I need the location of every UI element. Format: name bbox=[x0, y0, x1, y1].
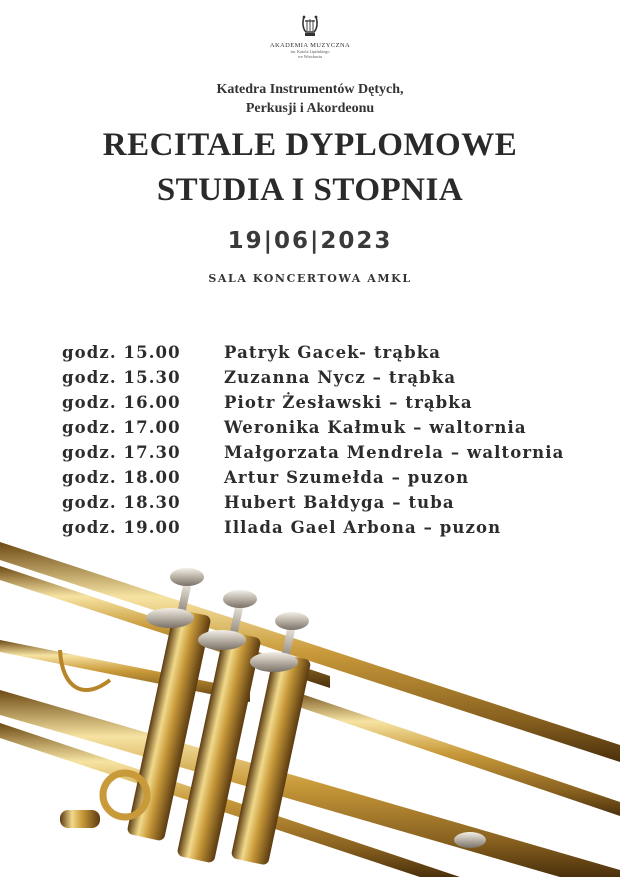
schedule-performer: Patryk Gacek- trąbka bbox=[224, 343, 442, 362]
schedule-time: godz. 18.30 bbox=[62, 493, 181, 512]
event-venue: SALA KONCERTOWA AMKL bbox=[208, 272, 412, 285]
schedule-row bbox=[62, 365, 618, 390]
schedule-row bbox=[62, 515, 618, 540]
department-line-1: Katedra Instrumentów Dętych, bbox=[216, 82, 404, 97]
department-line-2: Perkusji i Akordeonu bbox=[245, 101, 375, 116]
schedule-time: godz. 17.30 bbox=[62, 443, 181, 462]
poster-title-line-1: RECITALE DYPLOMOWE bbox=[102, 127, 518, 163]
schedule-performer: Weronika Kałmuk – waltornia bbox=[224, 418, 527, 437]
lyre-icon bbox=[301, 14, 319, 40]
schedule-performer: Małgorzata Mendrela – waltornia bbox=[224, 443, 565, 462]
academy-logo bbox=[0, 14, 620, 59]
event-date: 19|06|2023 bbox=[227, 228, 393, 254]
schedule-time: godz. 18.00 bbox=[62, 468, 181, 487]
academy-name: AKADEMIA MUZYCZNA bbox=[269, 42, 351, 49]
schedule-performer: Piotr Żesławski – trąbka bbox=[224, 393, 473, 412]
schedule-row bbox=[62, 465, 618, 490]
schedule-time: godz. 19.00 bbox=[62, 518, 181, 537]
recital-schedule bbox=[62, 340, 618, 540]
schedule-row bbox=[62, 340, 618, 365]
academy-patron: im. Karola Lipińskiego bbox=[290, 49, 330, 54]
schedule-row bbox=[62, 390, 618, 415]
schedule-performer: Artur Szumełda – puzon bbox=[224, 468, 470, 487]
schedule-performer: Hubert Bałdyga – tuba bbox=[224, 493, 455, 512]
schedule-time: godz. 16.00 bbox=[62, 393, 181, 412]
schedule-time: godz. 17.00 bbox=[62, 418, 181, 437]
schedule-row bbox=[62, 490, 618, 515]
schedule-performer: Zuzanna Nycz – trąbka bbox=[224, 368, 457, 387]
academy-city: we Wrocławiu bbox=[297, 54, 323, 59]
trumpet-icon bbox=[0, 540, 620, 877]
poster-title-line-2: STUDIA I STOPNIA bbox=[156, 172, 464, 208]
schedule-row bbox=[62, 415, 618, 440]
schedule-time: godz. 15.30 bbox=[62, 368, 181, 387]
schedule-performer: Illada Gael Arbona – puzon bbox=[224, 518, 502, 537]
department bbox=[0, 80, 620, 118]
schedule-row bbox=[62, 440, 618, 465]
schedule-time: godz. 15.00 bbox=[62, 343, 181, 362]
